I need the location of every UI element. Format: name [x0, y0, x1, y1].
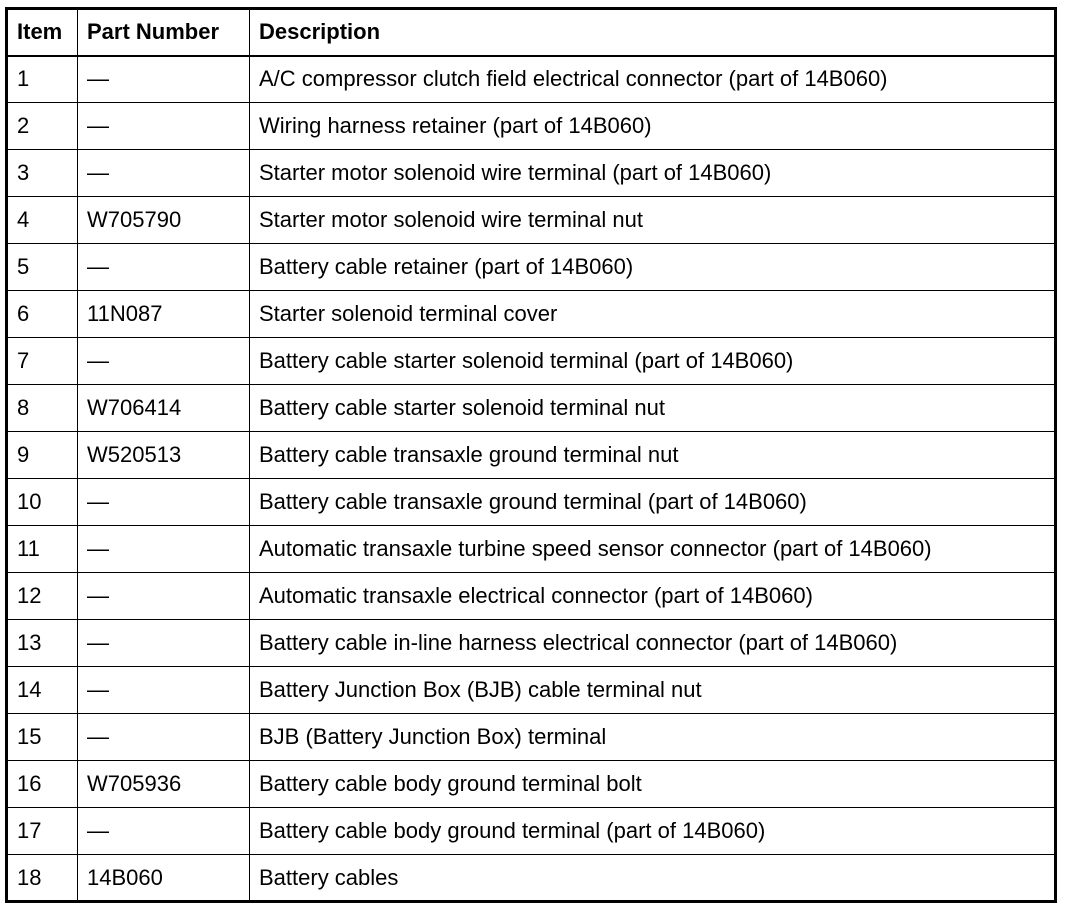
part-number-cell: — — [78, 714, 250, 761]
item-cell: 17 — [7, 808, 78, 855]
item-cell: 15 — [7, 714, 78, 761]
description-cell: Battery cable starter solenoid terminal nut — [250, 385, 1056, 432]
table-row — [7, 103, 1056, 150]
item-cell: 18 — [7, 855, 78, 902]
item-cell: 14 — [7, 667, 78, 714]
table-row — [7, 855, 1056, 902]
item-cell: 16 — [7, 761, 78, 808]
part-number-cell: 11N087 — [78, 291, 250, 338]
part-number-cell: W706414 — [78, 385, 250, 432]
part-number-cell: — — [78, 244, 250, 291]
table-row — [7, 338, 1056, 385]
item-cell: 2 — [7, 103, 78, 150]
part-number-cell: W520513 — [78, 432, 250, 479]
description-cell: Battery cables — [250, 855, 1056, 902]
description-cell: A/C compressor clutch field electrical connector (part of 14B060) — [250, 56, 1056, 103]
item-cell: 13 — [7, 620, 78, 667]
table-row — [7, 291, 1056, 338]
table-row — [7, 714, 1056, 761]
description-cell: Starter motor solenoid wire terminal nut — [250, 197, 1056, 244]
item-cell: 1 — [7, 56, 78, 103]
part-number-cell: — — [78, 526, 250, 573]
description-cell: Battery cable in-line harness electrical connector (part of 14B060) — [250, 620, 1056, 667]
column-header-item: Item — [7, 9, 78, 56]
item-cell: 4 — [7, 197, 78, 244]
description-cell: Automatic transaxle turbine speed sensor connector (part of 14B060) — [250, 526, 1056, 573]
description-cell: Battery cable body ground terminal (part of 14B060) — [250, 808, 1056, 855]
table-row — [7, 573, 1056, 620]
table-row — [7, 56, 1056, 103]
item-cell: 12 — [7, 573, 78, 620]
table-row — [7, 479, 1056, 526]
item-cell: 5 — [7, 244, 78, 291]
part-number-cell: W705790 — [78, 197, 250, 244]
table-row — [7, 197, 1056, 244]
part-number-cell: — — [78, 338, 250, 385]
parts-table — [5, 7, 1057, 903]
table-row — [7, 761, 1056, 808]
table-row — [7, 385, 1056, 432]
table-row — [7, 667, 1056, 714]
part-number-cell: — — [78, 150, 250, 197]
part-number-cell: — — [78, 103, 250, 150]
description-cell: Battery cable starter solenoid terminal (part of 14B060) — [250, 338, 1056, 385]
item-cell: 11 — [7, 526, 78, 573]
part-number-cell: W705936 — [78, 761, 250, 808]
item-cell: 6 — [7, 291, 78, 338]
part-number-cell: 14B060 — [78, 855, 250, 902]
description-cell: Battery Junction Box (BJB) cable terminal nut — [250, 667, 1056, 714]
description-cell: Battery cable transaxle ground terminal nut — [250, 432, 1056, 479]
column-header-description: Description — [250, 9, 1056, 56]
item-cell: 3 — [7, 150, 78, 197]
item-cell: 8 — [7, 385, 78, 432]
description-cell: Battery cable transaxle ground terminal (part of 14B060) — [250, 479, 1056, 526]
item-cell: 7 — [7, 338, 78, 385]
description-cell: Battery cable body ground terminal bolt — [250, 761, 1056, 808]
description-cell: Battery cable retainer (part of 14B060) — [250, 244, 1056, 291]
table-row — [7, 620, 1056, 667]
table-row — [7, 432, 1056, 479]
column-header-part-number: Part Number — [78, 9, 250, 56]
part-number-cell: — — [78, 667, 250, 714]
table-row — [7, 244, 1056, 291]
header-row — [7, 9, 1056, 56]
item-cell: 9 — [7, 432, 78, 479]
table-row — [7, 526, 1056, 573]
table-body — [7, 56, 1056, 902]
part-number-cell: — — [78, 573, 250, 620]
item-cell: 10 — [7, 479, 78, 526]
part-number-cell: — — [78, 479, 250, 526]
description-cell: Automatic transaxle electrical connector (part of 14B060) — [250, 573, 1056, 620]
description-cell: Wiring harness retainer (part of 14B060) — [250, 103, 1056, 150]
description-cell: BJB (Battery Junction Box) terminal — [250, 714, 1056, 761]
description-cell: Starter motor solenoid wire terminal (part of 14B060) — [250, 150, 1056, 197]
description-cell: Starter solenoid terminal cover — [250, 291, 1056, 338]
table-row — [7, 808, 1056, 855]
part-number-cell: — — [78, 620, 250, 667]
table-row — [7, 150, 1056, 197]
part-number-cell: — — [78, 56, 250, 103]
part-number-cell: — — [78, 808, 250, 855]
